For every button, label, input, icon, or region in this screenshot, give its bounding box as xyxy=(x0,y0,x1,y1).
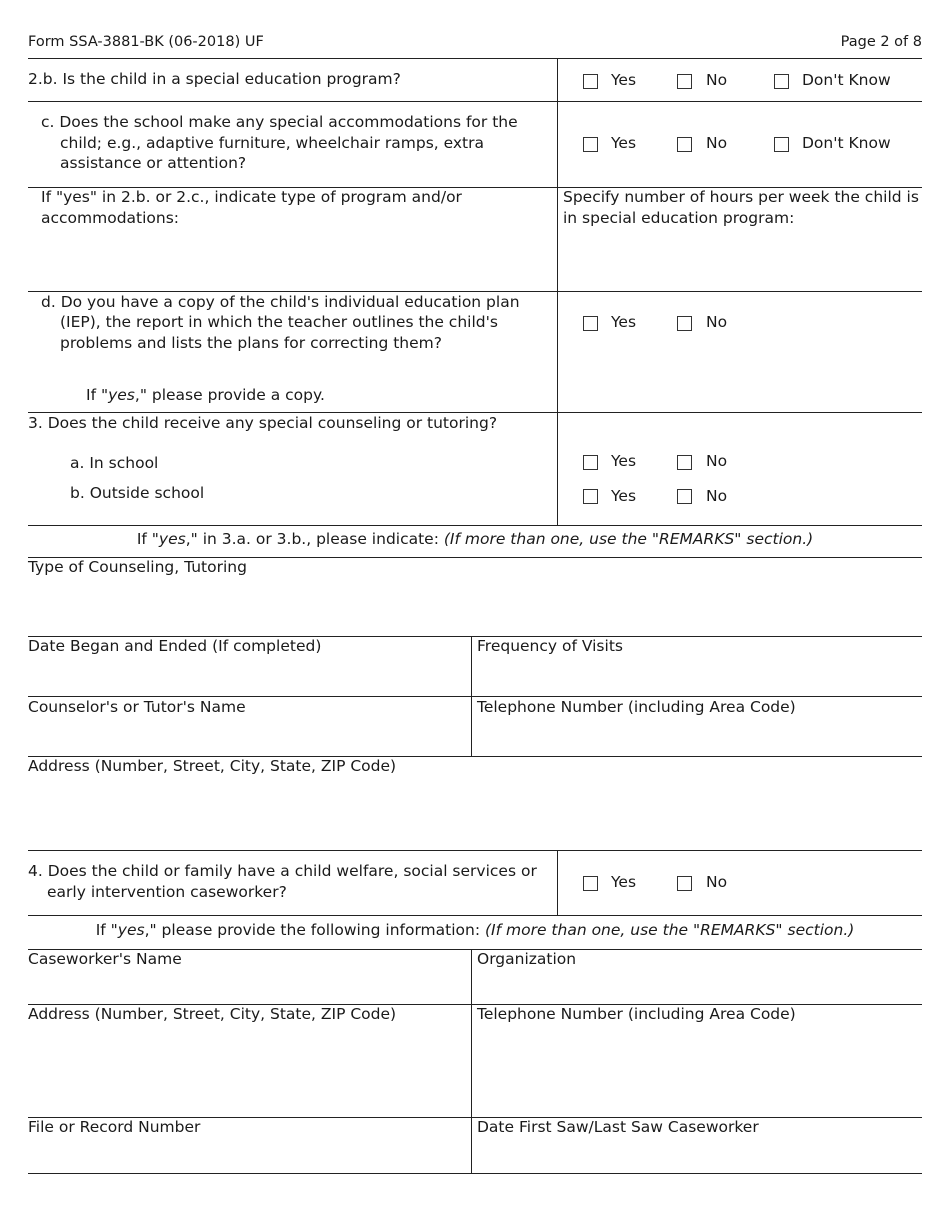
question-2c-line1: c. Does the school make any special accommodations for the xyxy=(41,113,518,131)
q4-yes-label: Yes xyxy=(611,873,637,891)
q2b-yes-label: Yes xyxy=(611,71,637,89)
organization-input[interactable] xyxy=(477,972,921,1002)
counselor-address-label: Address (Number, Street, City, State, ZIP Code) xyxy=(28,757,397,775)
q3a-no-checkbox[interactable] xyxy=(677,455,692,470)
q2d-no-label: No xyxy=(706,313,728,331)
q2c-yes-label: Yes xyxy=(611,134,637,152)
q3b-no-label: No xyxy=(706,487,728,505)
record-number-label: File or Record Number xyxy=(28,1118,201,1136)
question-4-line1: 4. Does the child or family have a child welfare, social services or xyxy=(28,862,537,880)
question-3a: a. In school xyxy=(70,454,159,472)
counselor-name-label: Counselor's or Tutor's Name xyxy=(28,698,246,716)
frequency-label: Frequency of Visits xyxy=(477,637,623,655)
q2b-no-label: No xyxy=(706,71,728,89)
caseworker-address-input[interactable] xyxy=(28,1030,470,1112)
caseworker-name-label: Caseworker's Name xyxy=(28,950,182,968)
divider xyxy=(28,850,922,851)
caseworker-address-label: Address (Number, Street, City, State, ZIP Code) xyxy=(28,1005,397,1023)
counselor-phone-input[interactable] xyxy=(477,720,921,754)
question-2c-line2: child; e.g., adaptive furniture, wheelchair ramps, extra xyxy=(60,134,485,152)
q4-no-label: No xyxy=(706,873,728,891)
counselor-name-input[interactable] xyxy=(28,720,470,754)
frequency-input[interactable] xyxy=(477,660,921,694)
hours-per-week-label-line2: in special education program: xyxy=(563,209,795,227)
counseling-type-label: Type of Counseling, Tutoring xyxy=(28,558,247,576)
question-3: 3. Does the child receive any special counseling or tutoring? xyxy=(28,414,498,432)
divider xyxy=(28,58,922,59)
q3a-yes-checkbox[interactable] xyxy=(583,455,598,470)
q2b-dont-know-checkbox[interactable] xyxy=(774,74,789,89)
date-began-ended-input[interactable] xyxy=(28,660,470,694)
q2c-no-label: No xyxy=(706,134,728,152)
question-2c-line3: assistance or attention? xyxy=(60,154,247,172)
q3b-yes-checkbox[interactable] xyxy=(583,489,598,504)
question-3b: b. Outside school xyxy=(70,484,205,502)
organization-label: Organization xyxy=(477,950,577,968)
column-divider xyxy=(557,58,558,526)
q2b-no-checkbox[interactable] xyxy=(677,74,692,89)
q2c-yes-checkbox[interactable] xyxy=(583,137,598,152)
q2d-yes-checkbox[interactable] xyxy=(583,316,598,331)
caseworker-phone-input[interactable] xyxy=(477,1030,921,1112)
page-number: Page 2 of 8 xyxy=(840,34,922,50)
question-4-line2: early intervention caseworker? xyxy=(47,883,287,901)
date-seen-input[interactable] xyxy=(477,1140,921,1170)
q2c-no-checkbox[interactable] xyxy=(677,137,692,152)
q3a-yes-label: Yes xyxy=(611,452,637,470)
program-type-label-line2: accommodations: xyxy=(41,209,180,227)
q2b-dont-know-label: Don't Know xyxy=(802,71,891,89)
hours-per-week-label-line1: Specify number of hours per week the child is xyxy=(563,188,919,206)
program-type-label-line1: If "yes" in 2.b. or 2.c., indicate type of program and/or xyxy=(41,188,462,206)
counselor-address-input[interactable] xyxy=(28,782,922,844)
date-began-ended-label: Date Began and Ended (If completed) xyxy=(28,637,322,655)
divider xyxy=(28,525,922,526)
counselor-phone-label: Telephone Number (including Area Code) xyxy=(477,698,796,716)
date-seen-label: Date First Saw/Last Saw Caseworker xyxy=(477,1118,759,1136)
question-2d-line1: d. Do you have a copy of the child's individual education plan xyxy=(41,293,520,311)
divider xyxy=(28,915,922,916)
question-2d-line3: problems and lists the plans for correcting them? xyxy=(60,334,442,352)
q4-yes-checkbox[interactable] xyxy=(583,876,598,891)
divider xyxy=(28,1173,922,1174)
caseworker-phone-label: Telephone Number (including Area Code) xyxy=(477,1005,796,1023)
q3b-no-checkbox[interactable] xyxy=(677,489,692,504)
caseworker-name-input[interactable] xyxy=(28,972,470,1002)
hours-per-week-input[interactable] xyxy=(563,240,917,282)
question-2d-note: If "yes," please provide a copy. xyxy=(86,386,325,404)
program-type-input[interactable] xyxy=(41,240,545,282)
question-2b: 2.b. Is the child in a special education program? xyxy=(28,70,401,88)
q2d-yes-label: Yes xyxy=(611,313,637,331)
q2b-yes-checkbox[interactable] xyxy=(583,74,598,89)
q4-no-checkbox[interactable] xyxy=(677,876,692,891)
column-divider xyxy=(557,850,558,915)
question-4-instructions: If "yes," please provide the following information: (If more than one, use the "REMARKS" section.) xyxy=(95,921,855,939)
q3b-yes-label: Yes xyxy=(611,487,637,505)
question-2d-line2: (IEP), the report in which the teacher outlines the child's xyxy=(60,313,498,331)
form-id: Form SSA-3881-BK (06-2018) UF xyxy=(28,34,264,50)
counseling-type-input[interactable] xyxy=(28,582,922,632)
q3a-no-label: No xyxy=(706,452,728,470)
q2c-dont-know-checkbox[interactable] xyxy=(774,137,789,152)
divider xyxy=(28,101,922,102)
question-3-instructions: If "yes," in 3.a. or 3.b., please indicate: (If more than one, use the "REMARKS" section.) xyxy=(136,530,814,548)
column-divider xyxy=(471,949,472,1173)
record-number-input[interactable] xyxy=(28,1140,470,1170)
q2c-dont-know-label: Don't Know xyxy=(802,134,891,152)
q2d-no-checkbox[interactable] xyxy=(677,316,692,331)
